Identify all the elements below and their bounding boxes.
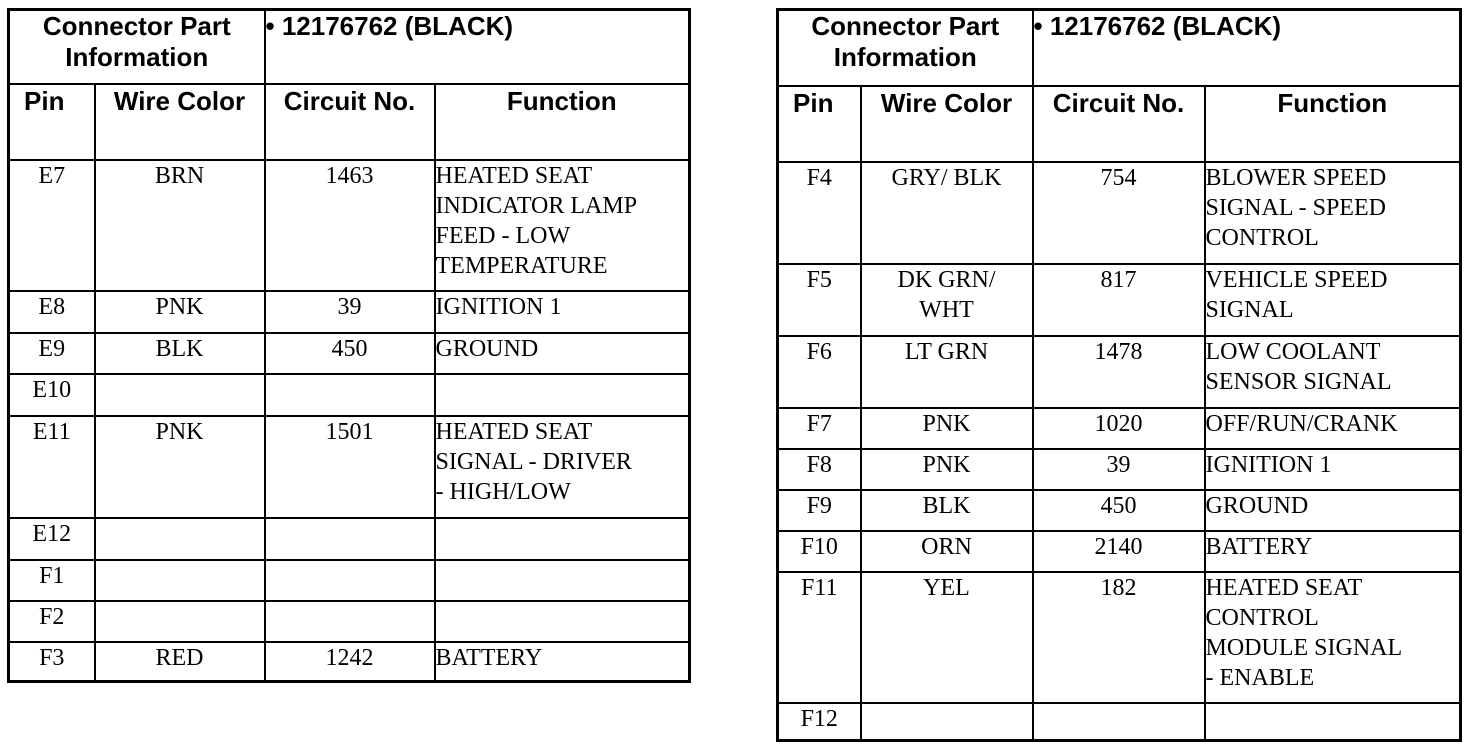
- function-cell: GROUND: [435, 333, 690, 374]
- function-cell: HEATED SEAT INDICATOR LAMP FEED - LOW TEMPERATURE: [435, 160, 690, 291]
- circuit-cell: 1463: [265, 160, 435, 291]
- function-cell: [435, 601, 690, 642]
- pin-cell: F3: [9, 642, 95, 682]
- pin-cell: F6: [778, 336, 861, 408]
- wire-color-cell: [95, 601, 265, 642]
- wire-color-cell: [861, 703, 1033, 741]
- column-header-wire-color: Wire Color: [861, 86, 1033, 162]
- pin-cell: F11: [778, 572, 861, 703]
- wire-color-cell: BRN: [95, 160, 265, 291]
- pin-cell: E11: [9, 416, 95, 518]
- pin-cell: F9: [778, 490, 861, 531]
- pin-cell: F10: [778, 531, 861, 572]
- wire-color-cell: [95, 518, 265, 560]
- table-row: [778, 449, 1461, 490]
- circuit-cell: 1501: [265, 416, 435, 518]
- circuit-cell: 39: [1033, 449, 1205, 490]
- function-cell: BLOWER SPEED SIGNAL - SPEED CONTROL: [1205, 162, 1461, 264]
- circuit-cell: 1478: [1033, 336, 1205, 408]
- wire-color-cell: BLK: [861, 490, 1033, 531]
- pinout-table: [776, 8, 1462, 742]
- wire-color-cell: RED: [95, 642, 265, 682]
- column-header-circuit-no: Circuit No.: [265, 84, 435, 160]
- circuit-cell: 817: [1033, 264, 1205, 336]
- pin-cell: E8: [9, 291, 95, 333]
- function-cell: VEHICLE SPEED SIGNAL: [1205, 264, 1461, 336]
- function-cell: HEATED SEAT CONTROL MODULE SIGNAL - ENABLE: [1205, 572, 1461, 703]
- function-cell: LOW COOLANT SENSOR SIGNAL: [1205, 336, 1461, 408]
- pin-cell: E9: [9, 333, 95, 374]
- table-row: [778, 531, 1461, 572]
- connector-part-info-label: Connector Part Information: [9, 10, 265, 84]
- table-row: [9, 518, 690, 560]
- circuit-cell: [265, 601, 435, 642]
- pin-cell: E10: [9, 374, 95, 416]
- pin-cell: F12: [778, 703, 861, 741]
- wire-color-cell: PNK: [95, 291, 265, 333]
- pin-cell: F8: [778, 449, 861, 490]
- table-row: [9, 374, 690, 416]
- function-cell: IGNITION 1: [435, 291, 690, 333]
- column-header-function: Function: [1205, 86, 1461, 162]
- circuit-cell: 2140: [1033, 531, 1205, 572]
- table-row: [778, 162, 1461, 264]
- function-cell: OFF/RUN/CRANK: [1205, 408, 1461, 449]
- circuit-cell: [265, 374, 435, 416]
- table-row: [778, 336, 1461, 408]
- circuit-cell: 754: [1033, 162, 1205, 264]
- wire-color-cell: ORN: [861, 531, 1033, 572]
- pin-cell: F4: [778, 162, 861, 264]
- table-row: [778, 264, 1461, 336]
- table-row: [778, 572, 1461, 703]
- circuit-cell: 39: [265, 291, 435, 333]
- circuit-cell: 450: [1033, 490, 1205, 531]
- function-cell: [435, 518, 690, 560]
- column-header-circuit-no: Circuit No.: [1033, 86, 1205, 162]
- wire-color-cell: PNK: [861, 449, 1033, 490]
- circuit-cell: 1242: [265, 642, 435, 682]
- pin-cell: F1: [9, 560, 95, 601]
- wire-color-cell: LT GRN: [861, 336, 1033, 408]
- table-row: [9, 160, 690, 291]
- circuit-cell: [1033, 703, 1205, 741]
- wire-color-cell: PNK: [95, 416, 265, 518]
- table-row: [9, 601, 690, 642]
- circuit-cell: [265, 518, 435, 560]
- function-cell: [1205, 703, 1461, 741]
- wire-color-cell: GRY/ BLK: [861, 162, 1033, 264]
- wire-color-cell: BLK: [95, 333, 265, 374]
- connector-table-left: [7, 8, 691, 683]
- column-header-wire-color: Wire Color: [95, 84, 265, 160]
- function-cell: [435, 560, 690, 601]
- pin-cell: F5: [778, 264, 861, 336]
- table-row: [778, 703, 1461, 741]
- circuit-cell: 182: [1033, 572, 1205, 703]
- function-cell: BATTERY: [1205, 531, 1461, 572]
- circuit-cell: [265, 560, 435, 601]
- table-row: [9, 642, 690, 682]
- function-cell: BATTERY: [435, 642, 690, 682]
- pin-cell: E7: [9, 160, 95, 291]
- part-number: • 12176762 (BLACK): [1033, 10, 1461, 86]
- table-row: [778, 408, 1461, 449]
- pin-cell: E12: [9, 518, 95, 560]
- wire-color-cell: DK GRN/ WHT: [861, 264, 1033, 336]
- pin-cell: F7: [778, 408, 861, 449]
- table-row: [9, 560, 690, 601]
- function-cell: IGNITION 1: [1205, 449, 1461, 490]
- wire-color-cell: PNK: [861, 408, 1033, 449]
- wire-color-cell: YEL: [861, 572, 1033, 703]
- column-header-pin: Pin: [9, 84, 95, 160]
- pin-cell: F2: [9, 601, 95, 642]
- connector-table-right: [776, 8, 1462, 742]
- table-row: [9, 291, 690, 333]
- circuit-cell: 1020: [1033, 408, 1205, 449]
- column-header-pin: Pin: [778, 86, 861, 162]
- table-row: [778, 490, 1461, 531]
- table-row: [9, 416, 690, 518]
- part-number: • 12176762 (BLACK): [265, 10, 690, 84]
- connector-part-info-label: Connector Part Information: [778, 10, 1033, 86]
- wire-color-cell: [95, 374, 265, 416]
- column-header-function: Function: [435, 84, 690, 160]
- table-row: [9, 333, 690, 374]
- function-cell: GROUND: [1205, 490, 1461, 531]
- wire-color-cell: [95, 560, 265, 601]
- function-cell: [435, 374, 690, 416]
- circuit-cell: 450: [265, 333, 435, 374]
- pinout-table: [7, 8, 691, 683]
- function-cell: HEATED SEAT SIGNAL - DRIVER - HIGH/LOW: [435, 416, 690, 518]
